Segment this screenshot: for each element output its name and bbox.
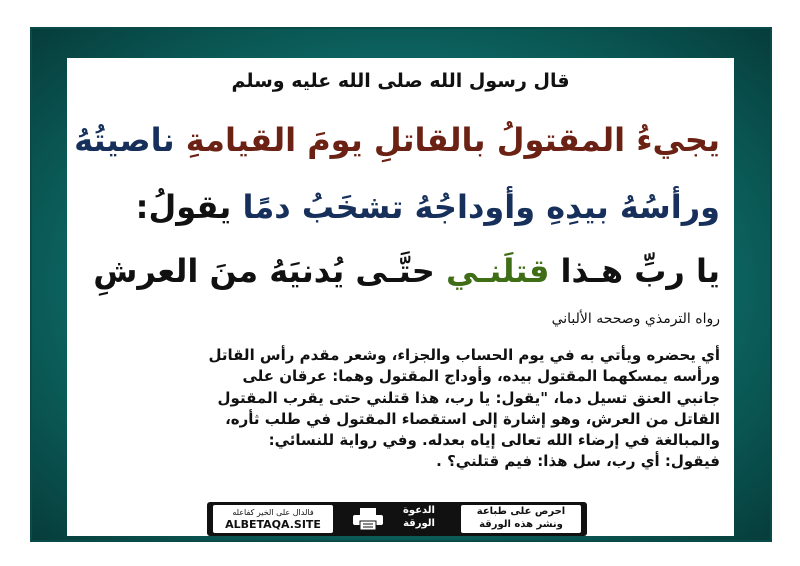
hadith-card	[67, 58, 734, 536]
explanation-line: جانبي العنق تسيل دما، "يقول: يا رب، هذا قتلني حتى يقرب المقتول	[217, 388, 720, 407]
hadith-line-3-part-c: حتَّـى يُدنيَهُ منَ العرشِ	[93, 252, 435, 290]
explanation-line: القاتل من العرش، وهو إشارة إلى استقصاء المقتول في طلب ثأره،	[225, 409, 720, 428]
hadith-line-3-part-a: يا ربِّ هـذا	[560, 252, 720, 290]
header-title: قال رسول الله صلى الله عليه وسلم	[231, 70, 570, 92]
hadith-line-2-part-a: ورأسُهُ بيدِهِ وأوداجُهُ	[414, 188, 720, 226]
site-tagline: فالدال على الخير كفاعله	[232, 508, 314, 517]
promo-line-2: ونشر هذه الورقة	[479, 519, 563, 530]
hadith-line-1-part-a: يجيءُ المقتولُ بالقاتلِ يومَ القيامةِ	[185, 121, 720, 159]
hadith-line-1	[75, 123, 720, 158]
promo-line-1: احرص على طباعة	[476, 506, 566, 517]
hadith-line-3-part-b: قتلَنـي	[445, 252, 550, 290]
explanation-line: والمبالغة في إرضاء الله تعالى إياه بعدله. وفي رواية للنسائي:	[268, 431, 720, 450]
site-badge[interactable]	[213, 505, 333, 533]
footer-bar	[207, 502, 587, 536]
logo-line-1: الدعوة	[403, 505, 435, 516]
site-url[interactable]: ALBETAQA.SITE	[225, 518, 321, 531]
hadith-source: رواه الترمذي وصححه الألباني	[551, 311, 720, 327]
hadith-line-1-part-b: ناصيتُهُ	[74, 121, 175, 159]
promo-badge	[461, 505, 581, 533]
printer-icon	[351, 507, 385, 531]
explanation-paragraph	[75, 345, 720, 473]
logo-line-2: الورقة	[403, 518, 435, 529]
explanation-line: ورأسه يمسكهما المقتول بيده، وأوداج المقتول وهما: عرقان على	[242, 367, 720, 386]
hadith-line-3	[75, 254, 720, 289]
explanation-line: أي يحضره ويأتي به في يوم الحساب والجزاء، وشعر مقدم رأس القاتل	[208, 346, 720, 364]
daawa-logo	[397, 504, 441, 534]
hadith-line-2-part-b: تشخَبُ دمًا	[242, 188, 404, 226]
explanation-line: فيقول: أي رب، سل هذا: فيم قتلني؟ .	[436, 452, 720, 471]
hadith-line-2-part-c: يقولُ:	[135, 188, 232, 226]
hadith-line-2	[75, 190, 720, 225]
